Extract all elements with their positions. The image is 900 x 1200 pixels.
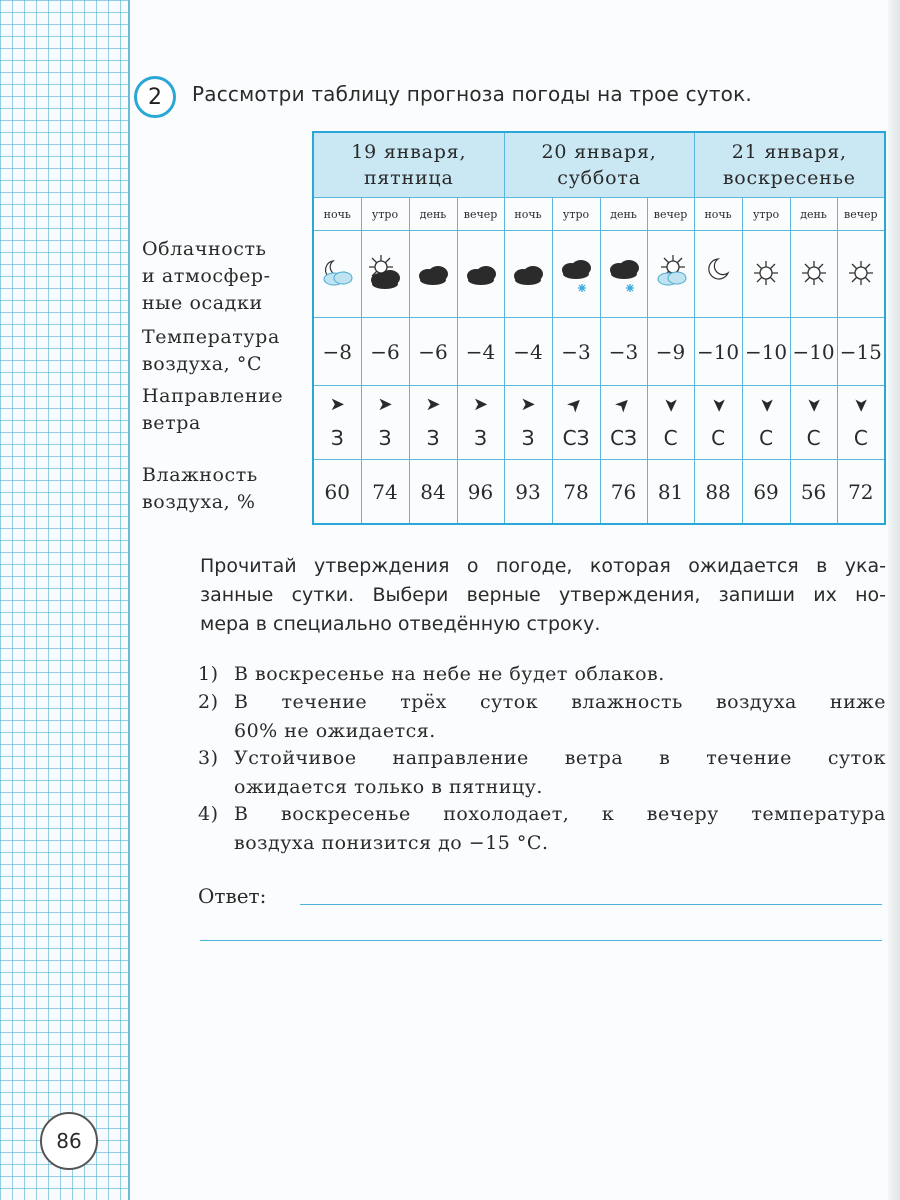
period-cell: утро <box>742 198 790 231</box>
page-edge-shadow <box>888 0 900 1200</box>
statement-line: воздуха понизится до −15 °С. <box>234 832 549 854</box>
wind-arrow-east-icon: ➤ <box>472 394 489 415</box>
instructions-line: занные сутки. Выбери верные утверждения, запиши их но- <box>200 584 886 606</box>
period-cell: утро <box>361 198 409 231</box>
wind-arrow-south-icon: ➤ <box>803 397 825 413</box>
row-label-line: Влажность <box>142 464 258 486</box>
answer-line[interactable] <box>300 904 882 905</box>
dark-cloud-icon <box>505 253 552 295</box>
period-cell: ночь <box>504 198 552 231</box>
wind-direction-label: З <box>521 426 535 450</box>
wind-cell <box>742 386 790 460</box>
period-cell: ночь <box>694 198 742 231</box>
temperature-cell: −10 <box>694 318 742 386</box>
day-header-row <box>313 132 885 198</box>
wind-cell <box>409 386 457 460</box>
answer-label: Ответ: <box>198 884 267 908</box>
day-weekday: пятница <box>363 167 454 189</box>
sun-dark-cloud-icon <box>362 253 409 295</box>
humidity-cell: 78 <box>552 460 600 525</box>
instructions-paragraph <box>200 552 886 639</box>
temperature-cell: −15 <box>837 318 885 386</box>
temperature-cell: −4 <box>504 318 552 386</box>
sun-icon <box>791 253 837 295</box>
statement-number: 4) <box>198 803 219 825</box>
wind-direction-label: С <box>663 426 678 450</box>
wind-cell <box>600 386 647 460</box>
dark-cloud-snow-icon <box>601 253 647 295</box>
row-label-line: воздуха, % <box>142 491 256 513</box>
period-cell: ночь <box>313 198 361 231</box>
sky-cell <box>647 231 694 318</box>
humidity-cell: 69 <box>742 460 790 525</box>
wind-arrow-east-icon: ➤ <box>329 394 345 415</box>
row-label-line: и атмосфер- <box>142 265 271 287</box>
wind-arrow-east-icon: ➤ <box>377 394 393 415</box>
wind-cell <box>694 386 742 460</box>
wind-direction-label: С <box>806 426 821 450</box>
day-weekday: суббота <box>557 167 641 189</box>
temperature-row <box>313 318 885 386</box>
wind-cell <box>647 386 694 460</box>
wind-direction-label: С <box>759 426 774 450</box>
statement-line: ожидается только в пятницу. <box>234 776 543 798</box>
humidity-cell: 56 <box>790 460 837 525</box>
humidity-cell: 96 <box>457 460 504 525</box>
wind-arrow-south-icon: ➤ <box>708 397 730 413</box>
statement-line: В воскресенье похолодает, к вечеру температура <box>234 803 886 825</box>
sun-cloud-icon <box>648 253 694 295</box>
graph-paper-margin <box>0 0 130 1200</box>
day-date: 21 января, <box>731 141 847 163</box>
temperature-cell: −6 <box>361 318 409 386</box>
instructions-line: мера в специально отведённую строку. <box>200 613 601 635</box>
statement-line: В течение трёх суток влажность воздуха ниже <box>234 691 886 713</box>
sky-cell <box>504 231 552 318</box>
wind-direction-label: З <box>330 426 344 450</box>
temperature-cell: −3 <box>552 318 600 386</box>
temperature-cell: −4 <box>457 318 504 386</box>
wind-row <box>313 386 885 460</box>
humidity-cell: 74 <box>361 460 409 525</box>
humidity-cell: 76 <box>600 460 647 525</box>
wind-cell <box>361 386 409 460</box>
period-row <box>313 198 885 231</box>
statement-line: Устойчивое направление ветра в течение суток <box>234 747 886 769</box>
sky-row <box>313 231 885 318</box>
day-date: 20 января, <box>541 141 657 163</box>
period-cell: вечер <box>647 198 694 231</box>
sky-cell <box>790 231 837 318</box>
row-label-cloud <box>142 236 271 317</box>
task-number-badge: 2 <box>134 76 176 118</box>
sky-cell <box>742 231 790 318</box>
sky-cell <box>361 231 409 318</box>
wind-arrow-northeast-icon: ➤ <box>562 391 589 418</box>
wind-direction-label: СЗ <box>610 426 637 450</box>
row-label-wind <box>142 383 283 437</box>
row-label-line: Направление <box>142 385 284 407</box>
period-cell: вечер <box>837 198 885 231</box>
sky-cell <box>600 231 647 318</box>
wind-cell <box>457 386 504 460</box>
dark-cloud-icon <box>410 253 457 295</box>
wind-direction-label: СЗ <box>562 426 590 450</box>
sky-cell <box>313 231 361 318</box>
row-label-temperature <box>142 324 280 378</box>
day-weekday: воскресенье <box>722 167 856 189</box>
wind-arrow-south-icon: ➤ <box>756 397 778 413</box>
period-cell: день <box>600 198 647 231</box>
wind-arrow-south-icon: ➤ <box>660 397 682 413</box>
humidity-cell: 93 <box>504 460 552 525</box>
statement-line: 60% не ожидается. <box>234 720 436 742</box>
statement-line: В воскресенье на небе не будет облаков. <box>234 663 665 685</box>
row-label-line: Облачность <box>142 238 267 260</box>
wind-direction-label: З <box>378 426 392 450</box>
statement-number: 2) <box>198 691 219 713</box>
period-cell: день <box>409 198 457 231</box>
wind-cell <box>504 386 552 460</box>
sky-cell <box>837 231 885 318</box>
answer-line-2[interactable] <box>200 940 882 941</box>
period-cell: день <box>790 198 837 231</box>
humidity-cell: 60 <box>313 460 361 525</box>
sky-cell <box>457 231 504 318</box>
row-label-line: воздуха, °С <box>142 353 263 375</box>
wind-cell <box>790 386 837 460</box>
humidity-cell: 81 <box>647 460 694 525</box>
temperature-cell: −8 <box>313 318 361 386</box>
sky-cell <box>409 231 457 318</box>
wind-direction-label: З <box>474 426 487 450</box>
wind-cell <box>313 386 361 460</box>
sky-cell <box>694 231 742 318</box>
wind-cell <box>552 386 600 460</box>
wind-arrow-east-icon: ➤ <box>520 394 536 415</box>
period-cell: утро <box>552 198 600 231</box>
temperature-cell: −9 <box>647 318 694 386</box>
instructions-line: Прочитай утверждения о погоде, которая ожидается в ука- <box>200 555 886 577</box>
moon-icon <box>695 253 742 295</box>
wind-cell <box>837 386 885 460</box>
wind-direction-label: С <box>853 426 868 450</box>
page-number: 86 <box>40 1112 98 1170</box>
day-header-friday <box>313 132 504 198</box>
wind-arrow-northeast-icon: ➤ <box>610 391 636 418</box>
wind-direction-label: С <box>711 426 726 450</box>
row-label-humidity <box>142 462 258 516</box>
humidity-cell: 84 <box>409 460 457 525</box>
moon-cloud-icon <box>314 253 361 295</box>
weather-forecast-table <box>312 131 886 525</box>
temperature-cell: −3 <box>600 318 647 386</box>
dark-cloud-snow-icon <box>553 253 600 295</box>
statement-number: 1) <box>198 663 219 685</box>
sun-icon <box>743 253 790 295</box>
period-cell: вечер <box>457 198 504 231</box>
day-header-sunday <box>694 132 885 198</box>
task-title: Рассмотри таблицу прогноза погоды на трое суток. <box>192 82 752 106</box>
wind-arrow-east-icon: ➤ <box>425 394 441 415</box>
temperature-cell: −10 <box>790 318 837 386</box>
sun-icon <box>838 253 885 295</box>
statement-number: 3) <box>198 747 219 769</box>
day-date: 19 января, <box>351 141 467 163</box>
dark-cloud-icon <box>458 253 504 295</box>
sky-cell <box>552 231 600 318</box>
temperature-cell: −10 <box>742 318 790 386</box>
humidity-cell: 88 <box>694 460 742 525</box>
wind-direction-label: З <box>426 426 440 450</box>
wind-arrow-south-icon: ➤ <box>850 397 872 413</box>
day-header-saturday <box>504 132 694 198</box>
humidity-cell: 72 <box>837 460 885 525</box>
row-label-line: ные осадки <box>142 292 263 314</box>
humidity-row <box>313 460 885 525</box>
row-label-line: ветра <box>142 412 201 434</box>
temperature-cell: −6 <box>409 318 457 386</box>
row-label-line: Температура <box>142 326 280 348</box>
